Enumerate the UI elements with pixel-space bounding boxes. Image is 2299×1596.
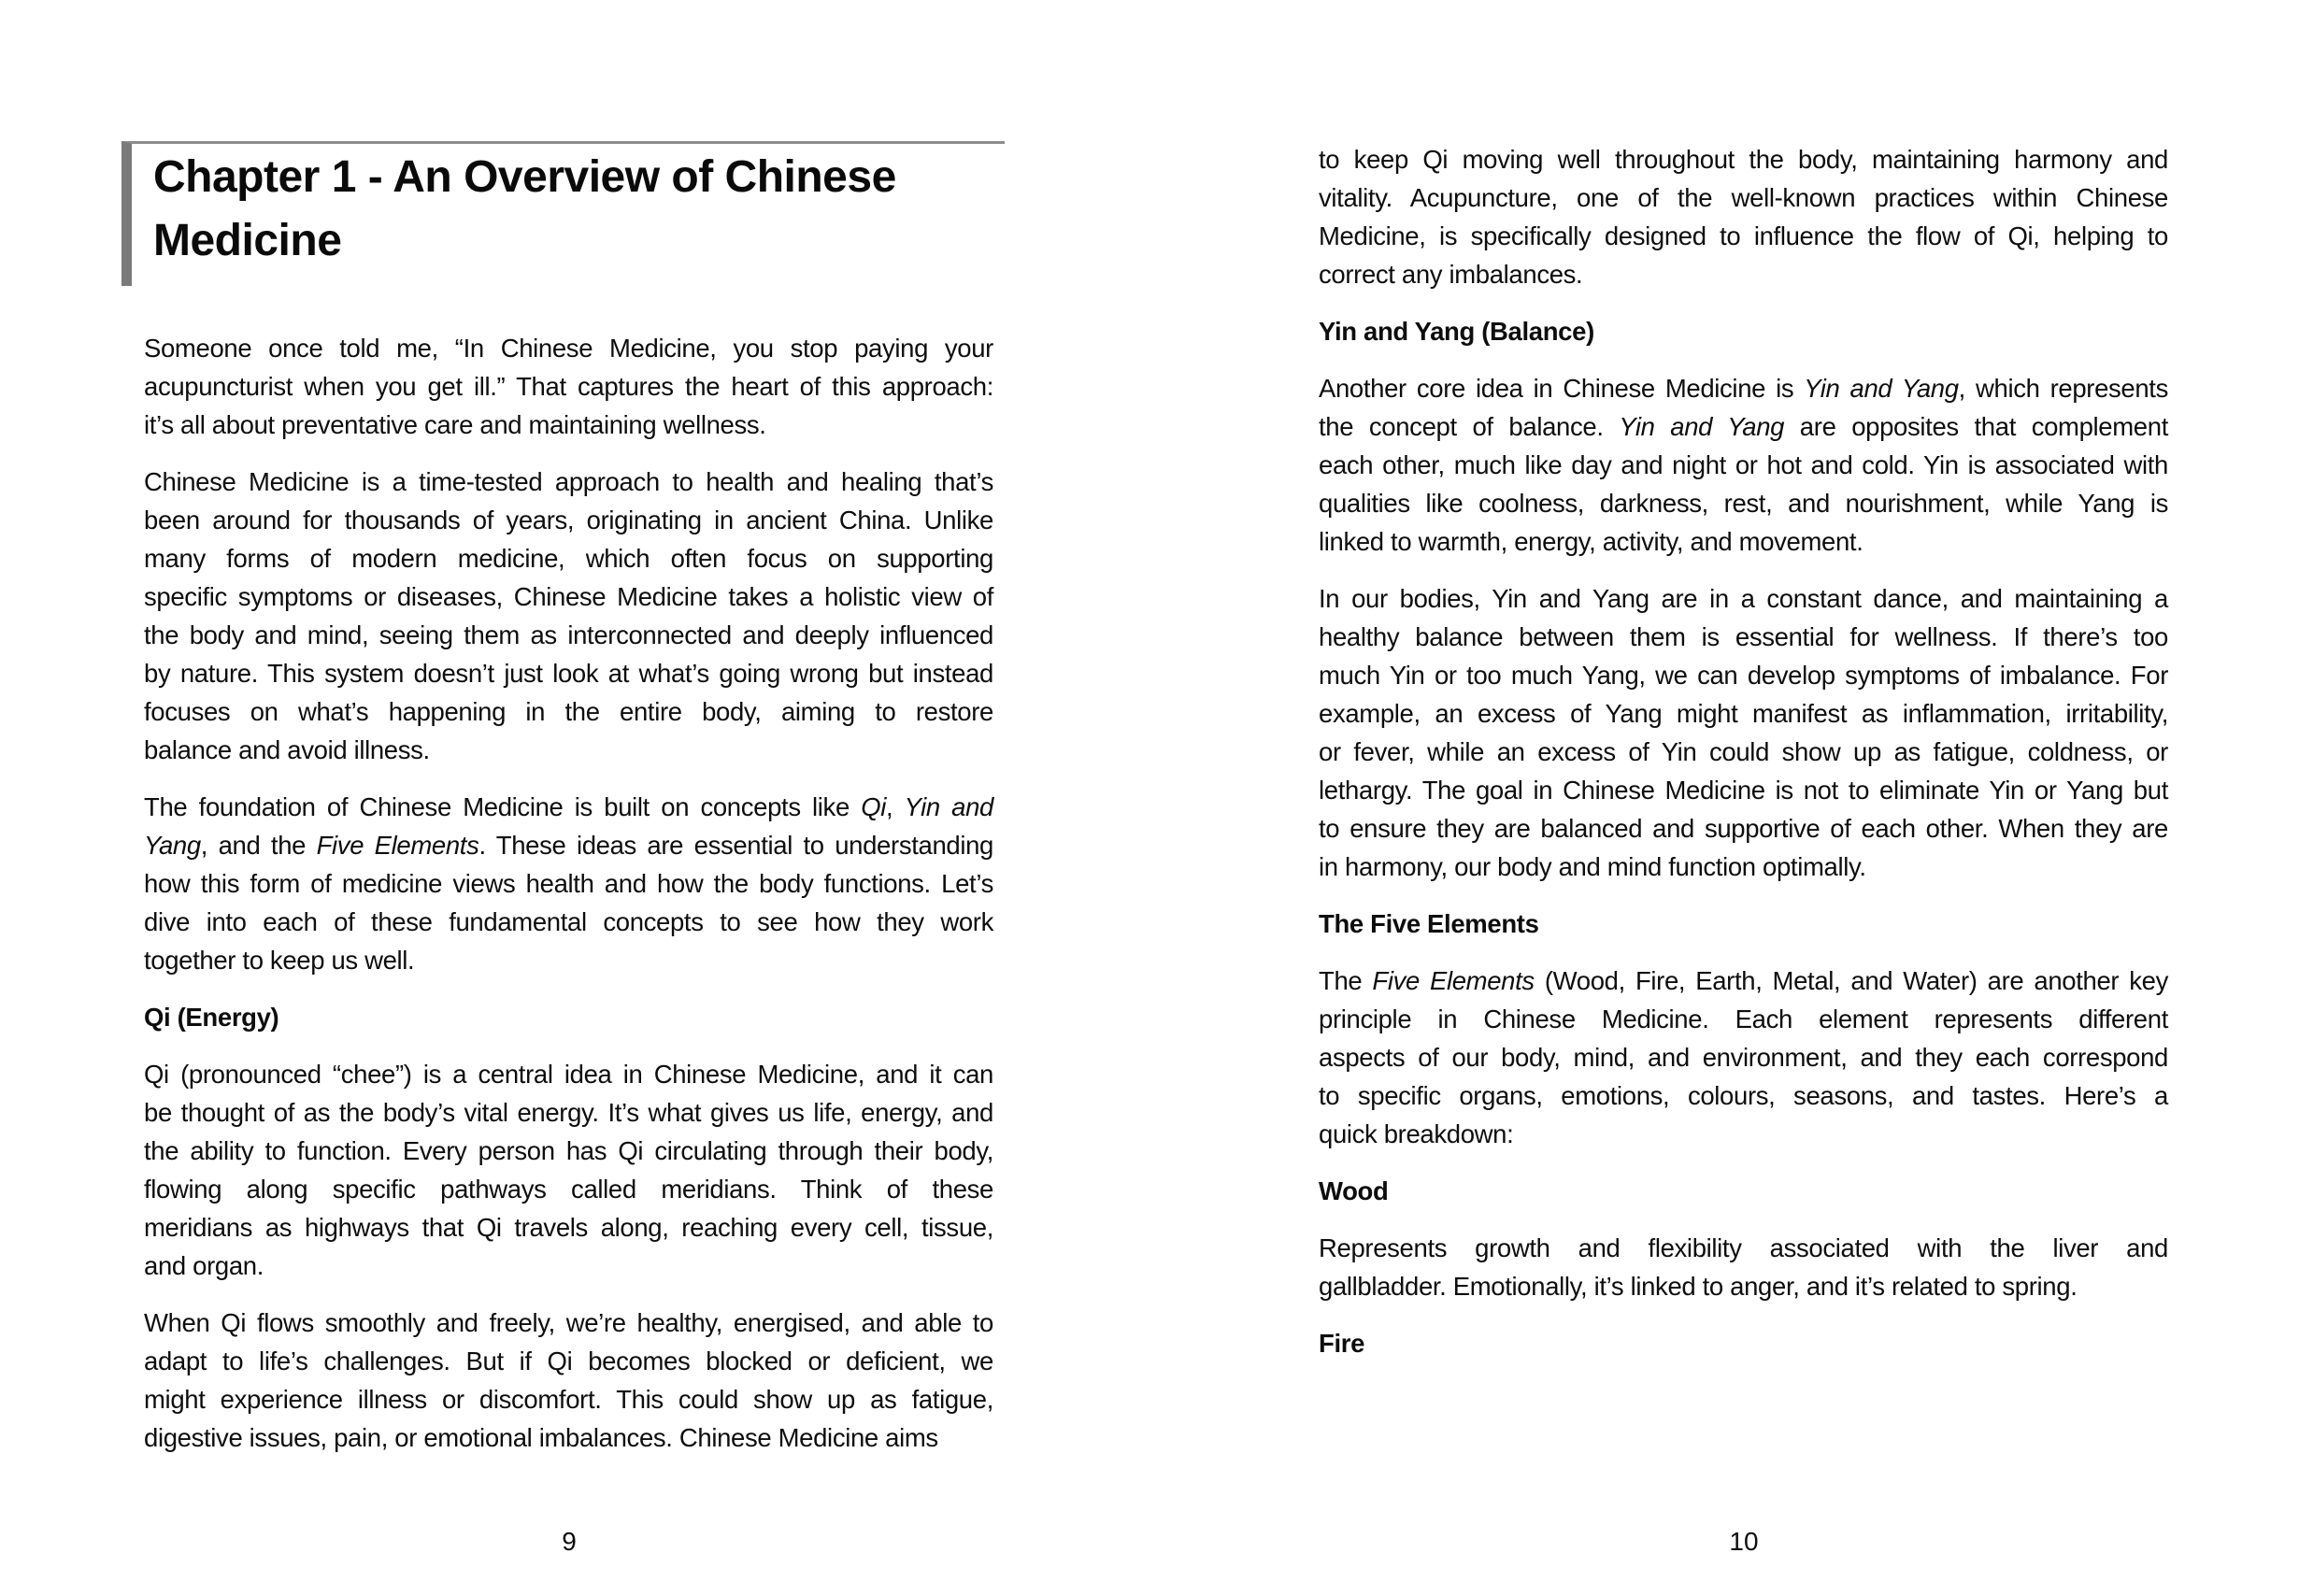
- text-line: healthy balance between them is essential for wellness. If there’s too: [1319, 622, 2168, 651]
- text-line: quick breakdown:: [1319, 1119, 1514, 1148]
- chapter-title: [153, 146, 994, 273]
- section-subheading: The Five Elements: [1319, 909, 1539, 938]
- text-line: the body and mind, seeing them as interconnected and deeply influenced: [144, 620, 993, 649]
- text-line: balance and avoid illness.: [144, 735, 430, 764]
- text-line: digestive issues, pain, or emotional imbalances. Chinese Medicine aims: [144, 1423, 938, 1452]
- page-number: 10: [1729, 1527, 1759, 1556]
- text-line: linked to warmth, energy, activity, and movement.: [1319, 527, 1863, 556]
- text-line: Another core idea in Chinese Medicine is Yin and Yang, which represents: [1319, 374, 2168, 403]
- chapter-heading-box: [121, 141, 1005, 286]
- text-line: how this form of medicine views health and how the body functions. Let’s: [144, 869, 993, 898]
- section-subheading: Qi (Energy): [144, 1003, 279, 1032]
- page-number: 9: [562, 1527, 577, 1556]
- text-line: aspects of our body, mind, and environment, and they each correspond: [1319, 1043, 2168, 1072]
- text-line: specific symptoms or diseases, Chinese Medicine takes a holistic view of: [144, 582, 993, 611]
- text-line: be thought of as the body’s vital energy. It’s what gives us life, energy, and: [144, 1098, 993, 1127]
- text-line: When Qi flows smoothly and freely, we’re healthy, energised, and able to: [144, 1308, 993, 1337]
- text-line: flowing along specific pathways called meridians. Think of these: [144, 1175, 993, 1204]
- text-line: gallbladder. Emotionally, it’s linked to anger, and it’s related to spring.: [1319, 1272, 2078, 1301]
- text-line: Medicine, is specifically designed to influence the flow of Qi, helping to: [1319, 221, 2168, 250]
- text-line: each other, much like day and night or hot and cold. Yin is associated with: [1319, 450, 2168, 479]
- text-line: in harmony, our body and mind function optimally.: [1319, 852, 1866, 881]
- text-line: lethargy. The goal in Chinese Medicine is not to eliminate Yin or Yang but: [1319, 776, 2168, 805]
- text-line: In our bodies, Yin and Yang are in a constant dance, and maintaining a: [1319, 584, 2168, 613]
- text-line: principle in Chinese Medicine. Each element represents different: [1319, 1005, 2168, 1033]
- text-line: acupuncturist when you get ill.” That captures the heart of this approach:: [144, 372, 993, 401]
- text-line: focuses on what’s happening in the entire body, aiming to restore: [144, 697, 993, 726]
- text-line: The foundation of Chinese Medicine is built on concepts like Qi, Yin and: [144, 792, 993, 821]
- text-line: by nature. This system doesn’t just look at what’s going wrong but instead: [144, 659, 993, 688]
- text-line: Yang, and the Five Elements. These ideas are essential to understanding: [144, 831, 993, 860]
- text-line: example, an excess of Yang might manifest as inflammation, irritability,: [1319, 699, 2168, 728]
- text-line: vitality. Acupuncture, one of the well-known practices within Chinese: [1319, 183, 2168, 212]
- text-line: Chinese Medicine is a time-tested approach to health and healing that’s: [144, 467, 993, 496]
- text-line: to specific organs, emotions, colours, seasons, and tastes. Here’s a: [1319, 1081, 2168, 1110]
- text-line: Represents growth and flexibility associated with the liver and: [1319, 1233, 2168, 1262]
- text-line: to keep Qi moving well throughout the body, maintaining harmony and: [1319, 145, 2168, 174]
- text-line: the ability to function. Every person has Qi circulating through their body,: [144, 1136, 993, 1165]
- text-line: qualities like coolness, darkness, rest, and nourishment, while Yang is: [1319, 489, 2168, 518]
- text-line: the concept of balance. Yin and Yang are opposites that complement: [1319, 412, 2168, 441]
- text-line: or fever, while an excess of Yin could show up as fatigue, coldness, or: [1319, 737, 2168, 766]
- section-subheading: Fire: [1319, 1329, 1365, 1358]
- text-line: The Five Elements (Wood, Fire, Earth, Metal, and Water) are another key: [1319, 966, 2168, 995]
- chapter-title-line: Medicine: [153, 216, 342, 265]
- text-line: adapt to life’s challenges. But if Qi becomes blocked or deficient, we: [144, 1347, 993, 1375]
- text-line: much Yin or too much Yang, we can develop symptoms of imbalance. For: [1319, 661, 2168, 690]
- text-line: Someone once told me, “In Chinese Medicine, you stop paying your: [144, 334, 993, 363]
- text-line: Qi (pronounced “chee”) is a central idea in Chinese Medicine, and it can: [144, 1060, 993, 1089]
- text-line: been around for thousands of years, originating in ancient China. Unlike: [144, 506, 993, 534]
- chapter-title-line: Chapter 1 - An Overview of Chinese: [153, 152, 896, 202]
- text-line: might experience illness or discomfort. This could show up as fatigue,: [144, 1385, 993, 1414]
- text-line: it’s all about preventative care and maintaining wellness.: [144, 410, 766, 439]
- section-subheading: Wood: [1319, 1176, 1389, 1205]
- text-line: meridians as highways that Qi travels along, reaching every cell, tissue,: [144, 1213, 993, 1242]
- text-line: correct any imbalances.: [1319, 260, 1583, 289]
- text-line: and organ.: [144, 1251, 264, 1280]
- text-line: many forms of modern medicine, which often focus on supporting: [144, 544, 993, 573]
- text-line: to ensure they are balanced and supportive of each other. When they are: [1319, 814, 2168, 843]
- section-subheading: Yin and Yang (Balance): [1319, 317, 1594, 346]
- text-line: dive into each of these fundamental concepts to see how they work: [144, 907, 993, 936]
- right-page: [1150, 0, 2299, 1596]
- text-line: together to keep us well.: [144, 946, 415, 975]
